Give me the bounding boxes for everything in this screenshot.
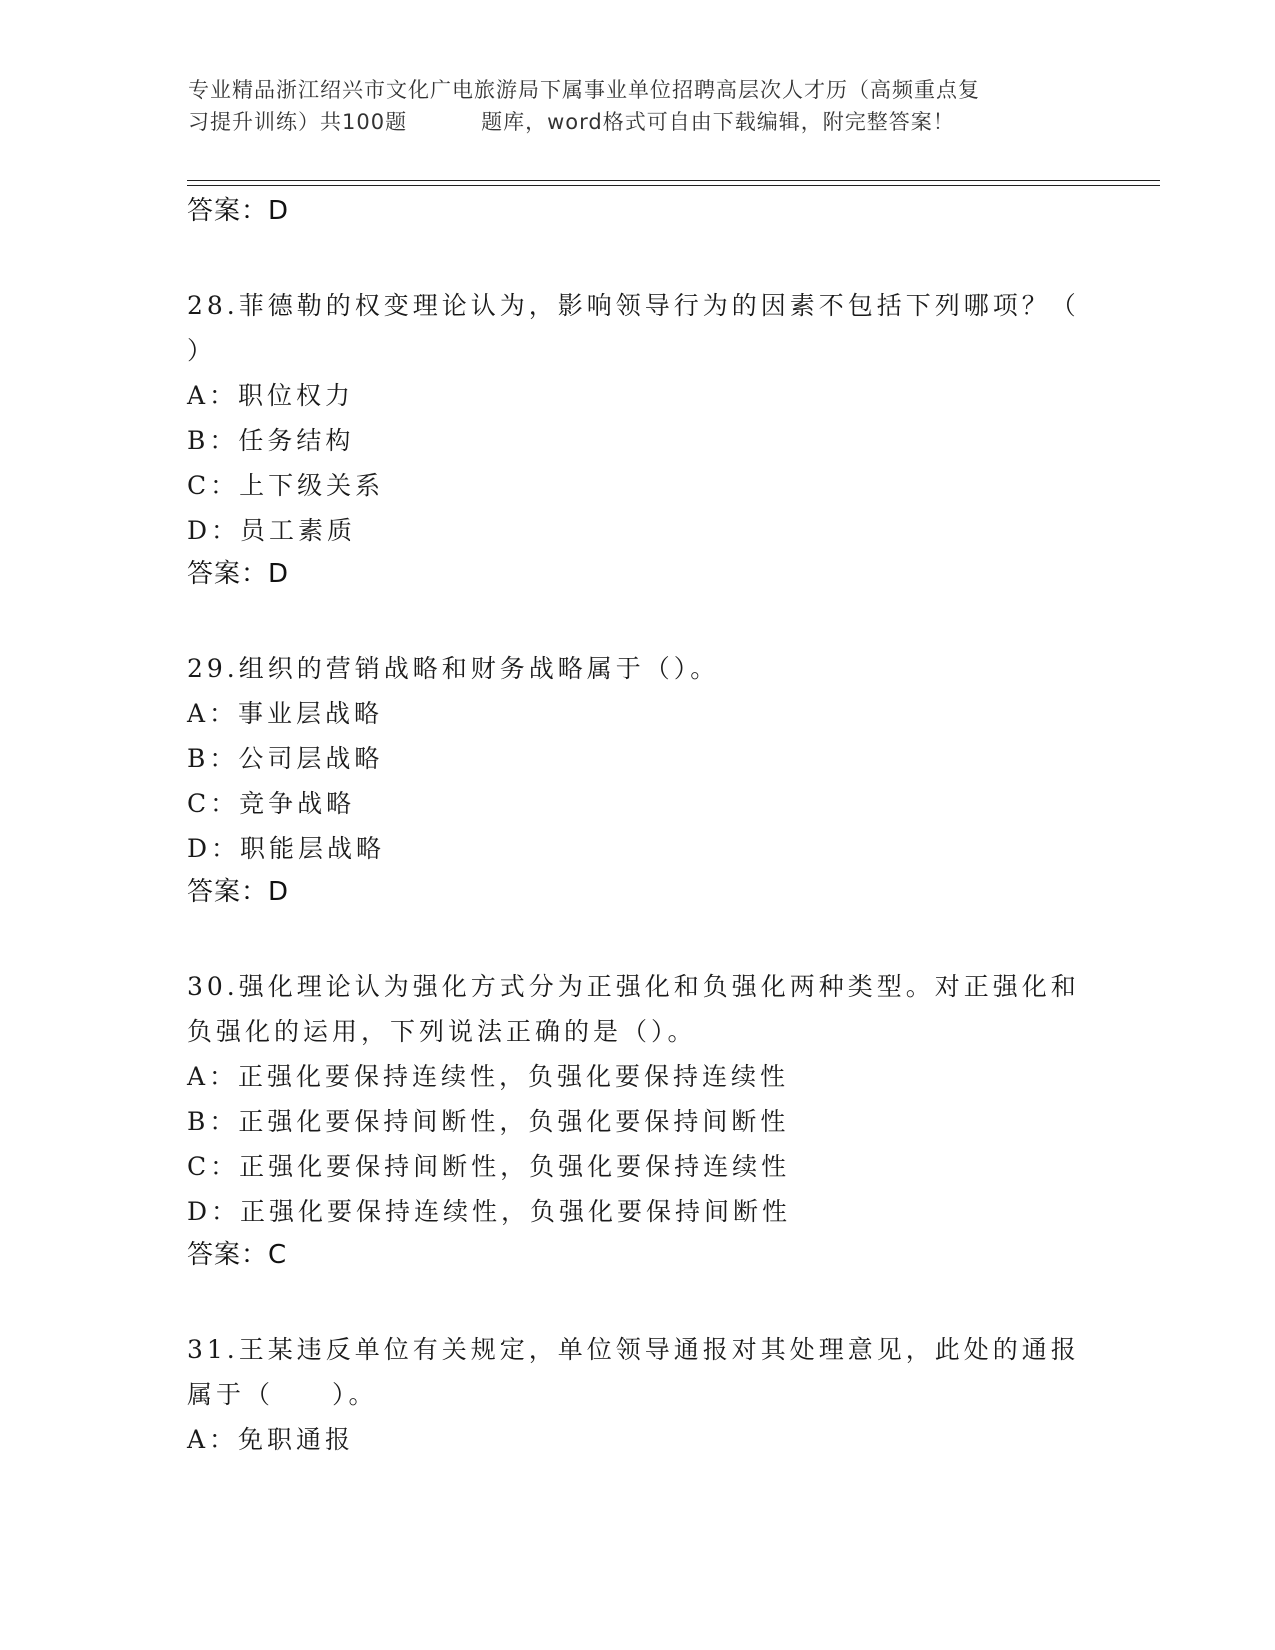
answer-line: 答案：D bbox=[187, 196, 290, 226]
header-line-2a: 习提升训练）共100题 bbox=[188, 110, 408, 134]
page-header bbox=[188, 74, 1088, 138]
option-a: A：免职通报 bbox=[187, 1425, 355, 1454]
option-a: A：正强化要保持连续性，负强化要保持连续性 bbox=[187, 1062, 790, 1091]
header-rule-thin bbox=[187, 185, 1160, 186]
option-a: A：职位权力 bbox=[187, 381, 355, 410]
question-block bbox=[187, 646, 1087, 920]
header-rule-thick bbox=[187, 180, 1160, 181]
question-text: 29.组织的营销战略和财务战略属于（）。 bbox=[187, 654, 720, 683]
answer-line: 答案：D bbox=[187, 877, 290, 907]
answer-line: 答案：C bbox=[187, 1240, 288, 1270]
option-c: C：正强化要保持间断性，负强化要保持连续性 bbox=[187, 1152, 791, 1181]
option-b: B：正强化要保持间断性，负强化要保持间断性 bbox=[187, 1107, 790, 1136]
answer-line: 答案：D bbox=[187, 559, 290, 589]
question-block bbox=[187, 1327, 1087, 1462]
option-d: D：员工素质 bbox=[187, 516, 357, 545]
question-block bbox=[187, 964, 1087, 1283]
option-d: D：正强化要保持连续性，负强化要保持间断性 bbox=[187, 1197, 792, 1226]
question-text: 28.菲德勒的权变理论认为，影响领导行为的因素不包括下列哪项？（ ） bbox=[187, 291, 1080, 365]
question-list bbox=[187, 190, 1087, 1462]
option-c: C：竞争战略 bbox=[187, 789, 356, 818]
option-b: B：任务结构 bbox=[187, 426, 355, 455]
question-block bbox=[187, 283, 1087, 602]
option-c: C：上下级关系 bbox=[187, 471, 385, 500]
option-a: A：事业层战略 bbox=[187, 699, 384, 728]
header-line-2b: 题库，word格式可自由下载编辑，附完整答案！ bbox=[481, 110, 955, 134]
header-line-1: 专业精品浙江绍兴市文化广电旅游局下属事业单位招聘高层次人才历（高频重点复 bbox=[188, 78, 980, 102]
option-d: D：职能层战略 bbox=[187, 834, 386, 863]
question-text: 30.强化理论认为强化方式分为正强化和负强化两种类型。对正强化和负强化的运用，下列说法正确的是（）。 bbox=[187, 972, 1080, 1046]
option-b: B：公司层战略 bbox=[187, 744, 384, 773]
question-text: 31.王某违反单位有关规定，单位领导通报对其处理意见，此处的通报属于（ ）。 bbox=[187, 1335, 1080, 1409]
header-line-2 bbox=[188, 106, 1088, 138]
